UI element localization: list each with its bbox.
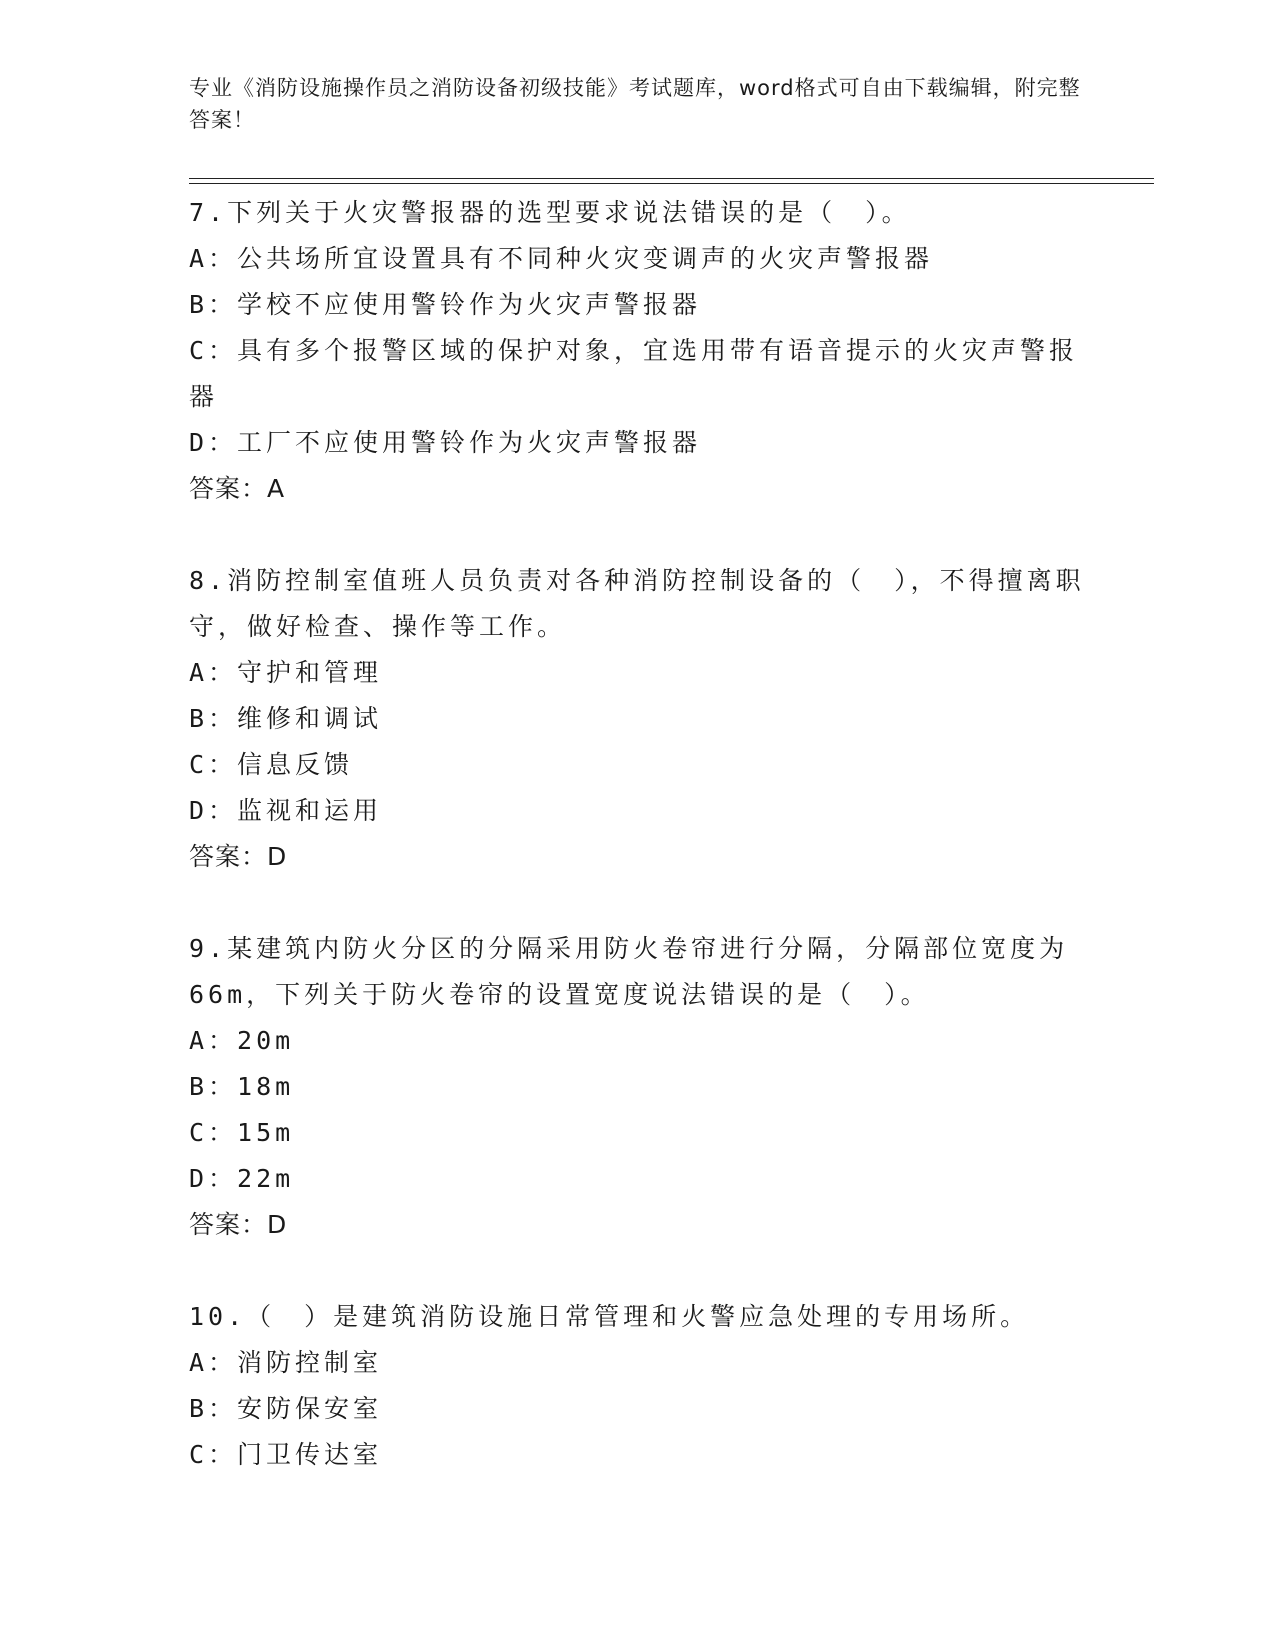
option-d: D：监视和运用	[189, 796, 383, 825]
question-stem: 7.下列关于火灾警报器的选型要求说法错误的是（ ）。	[189, 198, 911, 227]
document-header: 专业《消防设施操作员之消防设备初级技能》考试题库，word格式可自由下载编辑，附完整答案！	[189, 76, 1081, 132]
option-c: C：具有多个报警区域的保护对象，宜选用带有语音提示的火灾声警报器	[189, 336, 1079, 411]
question-list	[189, 190, 1089, 1524]
question-stem: 8.消防控制室值班人员负责对各种消防控制设备的（ ），不得擅离职守，做好检查、操作等工作。	[189, 566, 1085, 641]
option-b: B：18m	[189, 1072, 295, 1101]
option-a: A：守护和管理	[189, 658, 383, 687]
option-a: A：消防控制室	[189, 1348, 383, 1377]
option-d: D：工厂不应使用警铃作为火灾声警报器	[189, 428, 702, 457]
question-10	[189, 1294, 1089, 1478]
answer: 答案：D	[189, 842, 288, 871]
option-b: B：维修和调试	[189, 704, 383, 733]
option-d: D：22m	[189, 1164, 295, 1193]
question-9	[189, 926, 1089, 1248]
answer: 答案：D	[189, 1210, 288, 1239]
option-a: A：20m	[189, 1026, 295, 1055]
question-stem: 10.（ ）是建筑消防设施日常管理和火警应急处理的专用场所。	[189, 1302, 1030, 1331]
question-8	[189, 558, 1089, 880]
option-c: C：15m	[189, 1118, 295, 1147]
option-b: B：学校不应使用警铃作为火灾声警报器	[189, 290, 702, 319]
header-divider-bottom	[189, 183, 1154, 184]
question-stem: 9.某建筑内防火分区的分隔采用防火卷帘进行分隔，分隔部位宽度为66m，下列关于防火卷帘的设置宽度说法错误的是（ ）。	[189, 934, 1069, 1009]
option-b: B：安防保安室	[189, 1394, 383, 1423]
header-divider-top	[189, 178, 1154, 179]
option-c: C：信息反馈	[189, 750, 354, 779]
question-7	[189, 190, 1089, 512]
option-a: A：公共场所宜设置具有不同种火灾变调声的火灾声警报器	[189, 244, 934, 273]
answer: 答案：A	[189, 474, 286, 503]
option-c: C：门卫传达室	[189, 1440, 383, 1469]
